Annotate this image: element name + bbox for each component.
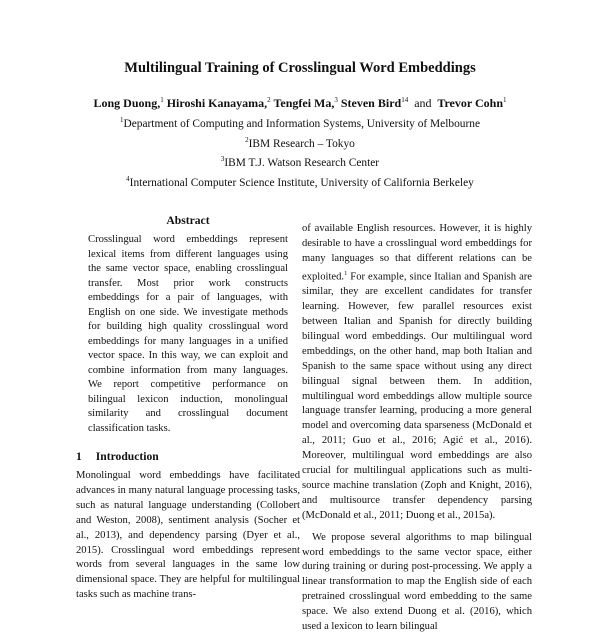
affil-text: International Computer Science Institute, University of California Berkeley xyxy=(129,176,474,189)
and-word: and xyxy=(414,96,432,110)
abstract-heading: Abstract xyxy=(166,214,210,227)
abstract-text: Crosslingual word embeddings represent lexical items from different languages using the same vector space, enabling crosslingual transfer. Most prior work constructs embeddings for a pair of languages, with English on one side. We investigate methods for building high quality crosslingual word embeddings for many languages in a unified vector space. In this way, we can exploit and combine information from many languages. We report competitive performance on bilingual lexicon induction, monolingual similarity and crosslingual document classification tasks. xyxy=(88,234,288,434)
affil-mark: 4 xyxy=(126,175,130,184)
left-column xyxy=(76,214,300,603)
right-column xyxy=(302,222,532,635)
section-heading xyxy=(76,450,300,463)
author-name: Trevor Cohn xyxy=(437,96,503,110)
author-affil-mark: 3 xyxy=(334,96,338,104)
affiliation xyxy=(0,113,600,133)
author-name: Long Duong, xyxy=(93,96,161,110)
intro-text-part: For example, since Italian and Spanish are similar, they are excellent candidates for transfer learning. However, few parallel resources exist between Italian and Spanish for directly building bilingual word embeddings. Our multilingual word embeddings, on the other hand, map both Italian and Spanish to the same space without using any direct bilingual signal between them. In addition, multilingual word embeddings allow multiple source language transfer learning, producing a more general model and overcoming data sparseness (McDonald et al., 2011; Guo et al., 2016; Agić et al., 2016). Moreover, multilingual word embeddings are also crucial for multilingual applications such as multi-source machine translation (Zoph and Knight, 2016), and multisource transfer dependency parsing (McDonald et al., 2011; Duong et al., 2015a). xyxy=(302,271,532,521)
author-name: Hiroshi Kanayama, xyxy=(166,96,268,110)
affiliation xyxy=(0,152,600,172)
affil-text: IBM T.J. Watson Research Center xyxy=(224,157,380,170)
intro-paragraph-continued xyxy=(302,222,532,524)
intro-paragraph: Monolingual word embeddings have facilitated advances in many natural language processing tasks, such as natural language understanding (Collobert and Weston, 2008), sentiment analysis (Socher et al., 2013), and dependency parsing (Dyer et al., 2015). Crosslingual word embeddings represent words from several languages in the same low dimensional space. They are helpful for multilingual tasks such as machine trans- xyxy=(76,470,300,601)
author-affil-mark: 2 xyxy=(267,96,271,104)
author-name: Tengfei Ma, xyxy=(273,96,335,110)
affil-text: IBM Research – Tokyo xyxy=(248,137,355,150)
author-list xyxy=(0,96,600,111)
intro-paragraph-2: We propose several algorithms to map bilingual word embeddings to the same vector space, either during training or during post-processing. We apply a linear transformation to map the English side of each pretrained crosslingual word embedding to the same space. We also extend Duong et al. (2016), which used a lexicon to learn bilingual xyxy=(302,531,532,633)
affil-mark: 1 xyxy=(119,116,124,124)
section-number: 1 xyxy=(76,450,82,463)
paper-title: Multilingual Training of Crosslingual Word Embeddings xyxy=(124,60,476,76)
footnote-mark: 1 xyxy=(344,269,348,277)
intro-text-part: of available English resources. However, it is highly desirable to have a crosslingual word embeddings for many languages so that different relations can be exploited. xyxy=(302,223,532,283)
author-name: Steven Bird xyxy=(340,96,402,110)
author-affil-mark: 1 xyxy=(160,96,164,104)
affiliation xyxy=(0,172,600,192)
author-affil-mark: 1 xyxy=(503,96,507,104)
author-affil-mark: 14 xyxy=(401,96,409,104)
affil-mark: 3 xyxy=(220,155,225,164)
affiliation xyxy=(0,133,600,153)
affil-text: Department of Computing and Information Systems, University of Melbourne xyxy=(123,117,481,130)
affil-mark: 2 xyxy=(245,135,249,144)
section-title: Introduction xyxy=(95,450,159,463)
affiliation-list xyxy=(0,113,600,192)
